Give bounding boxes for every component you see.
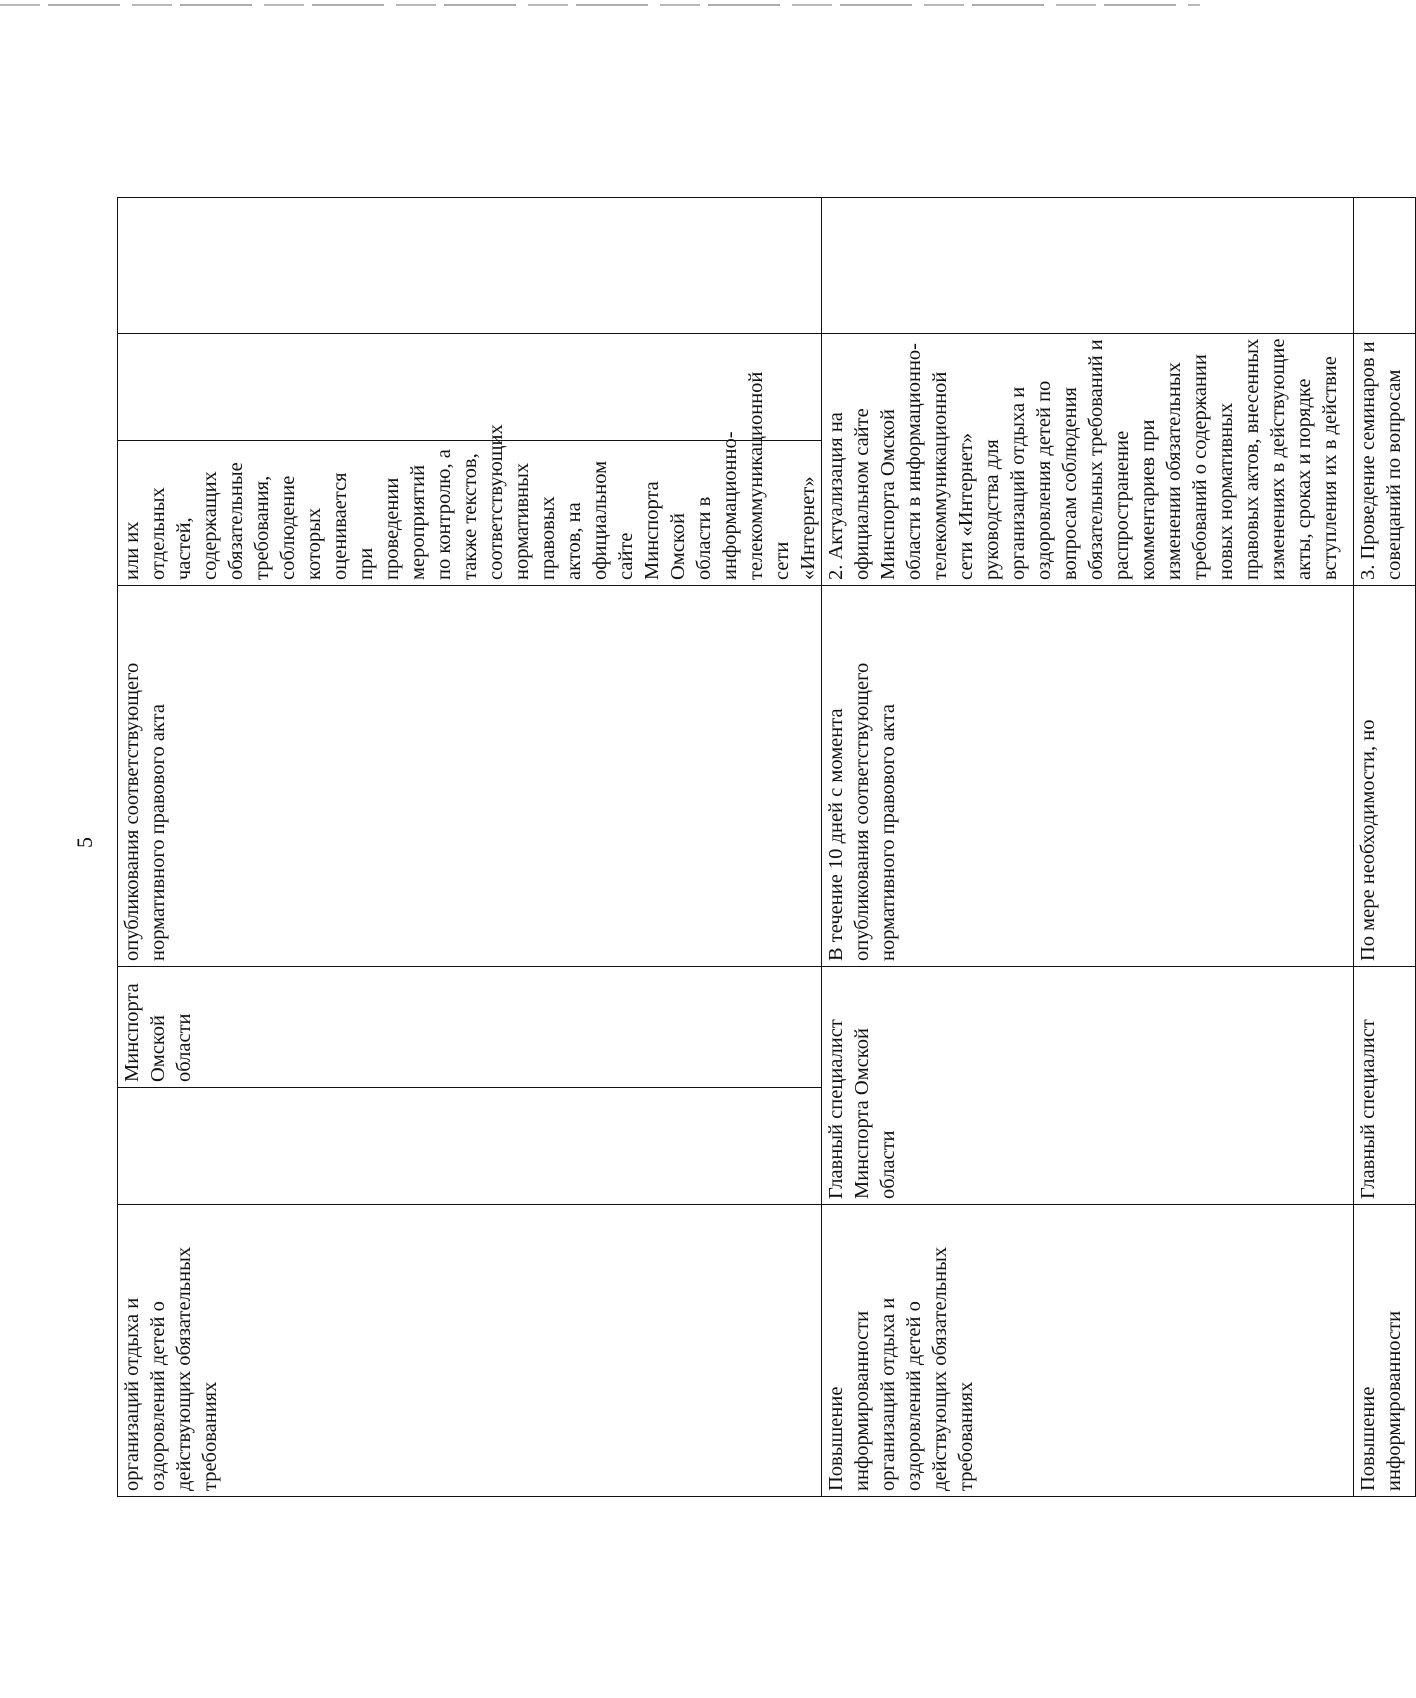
deadline-cell: опубликования соответствующего нормативного правового акта [118,586,822,967]
activity-cell: или их отдельных частей, содержащих обязательные требования, соблюдение которых оценивается при проведении мероприятий по контролю, а также текстов, соответствующих нормативных правовых актов, на официальном сайте Минспорта Омской области в информационно-телекоммуникационной сети «Интернет» [118,441,822,586]
result-cell: Повышение информированности организаций отдыха и оздоровлений детей о действующих обязательных требованиях [822,1205,1354,1497]
result-cell: организаций отдыха и оздоровлений детей о действующих обязательных требованиях [118,1205,822,1497]
table-row [822,198,1354,1497]
scan-edge-artifact [0,4,1200,6]
deadline-cell: В течение 10 дней с момента опубликования соответствующего нормативного правового акта [822,586,1354,967]
activity-cell: 3. Проведение семинаров и совещаний по вопросам [1354,334,1416,586]
responsible-cell: Главный специалист [1354,967,1416,1205]
deadline-cell: По мере необходимости, но [1354,586,1416,967]
number-cell [822,198,1354,334]
empty-cell [118,1088,822,1205]
activities-table [117,197,1416,1497]
table-row [118,198,822,1497]
number-cell [1354,198,1416,334]
result-cell: Повышение информированности [1354,1205,1416,1497]
number-cell [118,198,822,334]
empty-cell [118,334,822,441]
activity-cell: 2. Актуализация на официальном сайте Минспорта Омской области в информационно-телекоммуникационной сети «Интернет» руководства для организаций отдыха и оздоровления детей по вопросам соблюдения обязательных требований и распространение комментариев при изменении обязательных требований о содержании новых нормативных правовых актов, внесенных изменениях в действующие акты, сроках и порядке вступления их в действие [822,334,1354,586]
page-number: 5 [72,837,97,848]
responsible-cell: Главный специалист Минспорта Омской области [822,967,1354,1205]
rotated-table-wrapper [117,198,1405,1497]
responsible-cell: Минспорта Омской области [118,967,822,1088]
table-row [1354,198,1416,1497]
